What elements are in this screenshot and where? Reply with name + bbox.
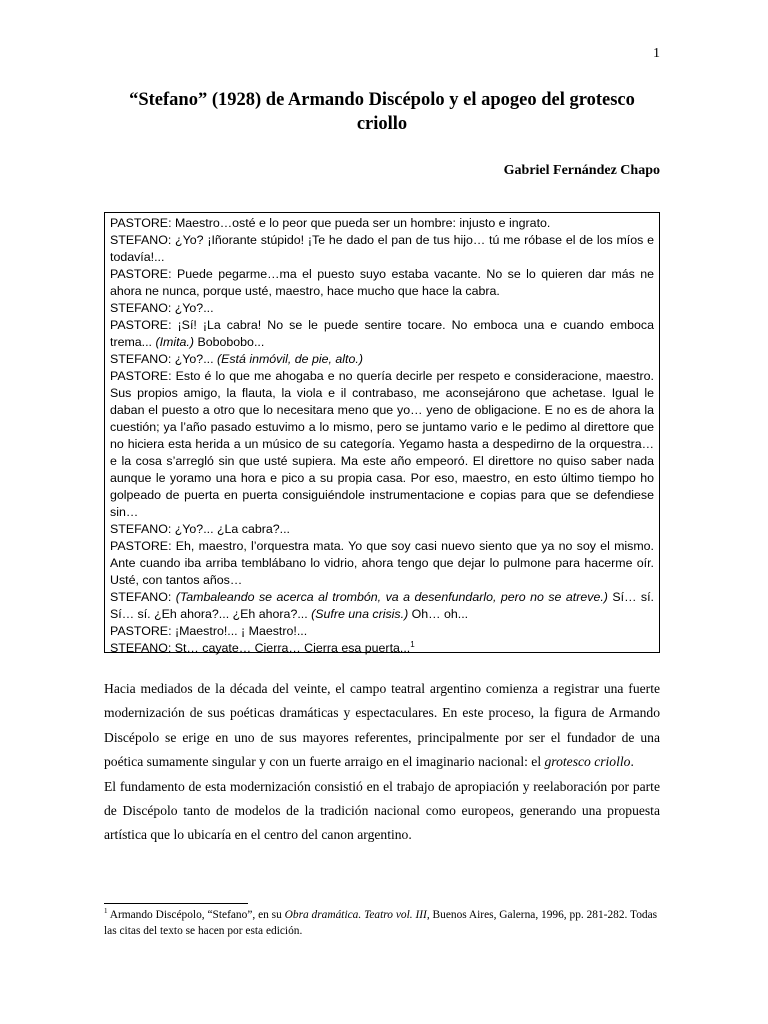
footnote-text: , Buenos Aires, Galerna, 1996, pp. 281-282. Todas las citas del texto se hacen por esta edición. xyxy=(104,909,658,937)
footnote-reference[interactable]: 1 xyxy=(410,639,415,649)
stage-direction: (Imita.) xyxy=(155,335,194,349)
dialogue-line xyxy=(110,623,654,640)
stage-direction: (Sufre una crisis.) xyxy=(311,607,409,621)
dialogue-line xyxy=(110,538,654,589)
footnote-work-title: Obra dramática. Teatro vol. III xyxy=(284,909,427,921)
emphasis-term: grotesco criollo xyxy=(544,754,631,770)
dialogue-text: PASTORE: ¡Sí! ¡La cabra! No se le puede sentire tocare. No emboca una e cuando emboca trema... xyxy=(110,318,654,349)
paragraph xyxy=(104,775,660,848)
stage-direction: (Está inmóvil, de pie, alto.) xyxy=(216,352,363,366)
dialogue-line xyxy=(110,589,654,623)
paragraph-text: . xyxy=(630,754,634,770)
dialogue-text: STEFANO: ¿Yo?... xyxy=(110,301,214,315)
dialogue-line xyxy=(110,266,654,300)
paragraph-text: El fundamento de esta modernización consistió en el trabajo de apropiación y reelaboración por parte de Discépolo tanto de modelos de la tradición nacional como europeos, generando una propuesta artística que lo ubicaría en el centro del canon argentino. xyxy=(104,778,660,843)
dialogue-line xyxy=(110,351,654,368)
dialogue-line xyxy=(110,232,654,266)
author-name: Gabriel Fernández Chapo xyxy=(503,163,660,178)
dialogue-text: PASTORE: ¡Maestro!... ¡ Maestro!... xyxy=(110,624,308,638)
stage-direction: (Tambaleando se acerca al trombón, va a desenfundarlo, pero no se atreve.) xyxy=(175,590,608,604)
dialogue-line xyxy=(110,317,654,351)
footnote xyxy=(104,907,660,939)
dialogue-text: STEFANO: St… cayate… Cierra… Cierra esa puerta... xyxy=(110,641,411,655)
dialogue-text: PASTORE: Puede pegarme…ma el puesto suyo estaba vacante. No se lo quieren dar más ne ahora ne nunca, porque usté, maestro, hace mucho que hace la cabra. xyxy=(110,267,654,298)
footnote-text: Armando Discépolo, “Stefano”, en su xyxy=(107,909,285,921)
dialogue-text: STEFANO: xyxy=(110,590,176,604)
paragraph-text: Hacia mediados de la década del veinte, el campo teatral argentino comienza a registrar una fuerte modernización de sus poéticas dramáticas y espectaculares. En este proceso, la figura de Armando Discépolo se erige en uno de sus mayores referentes, principalmente por ser el fundador de una poética sumamente singular y con un fuerte arraigo en el imaginario nacional: el xyxy=(104,681,660,770)
dialogue-text: STEFANO: ¿Yo?... ¿La cabra?... xyxy=(110,522,290,536)
dialogue-line xyxy=(110,521,654,538)
dialogue-line xyxy=(110,215,654,232)
dialogue-text: PASTORE: Esto é lo que me ahogaba e no quería decirle per respeto e consideracione, maestro. Sus propios amigo, la flauta, la viola e il contrabaso, me aconsejárono que achetase. Igual le daban el puesto a otro que lo necesitara meno que yo… yeno de obligacione. E no es de ahora la cuestión; ya l’año pasado estuvimo a lo mismo, pero se juntamo vario e le pedimo al direttore que no hiciera esta herida a un músico de su categoría. Yegamo hasta a despedirno de la orquestra… e la cosa s’arregló sin que usté supiera. Ma este año empeoró. El direttore no quiso saber nada aunque le yoramo una hora e pico a su propia casa. Por eso, maestro, en esto último tiempo ho golpeado de puerta en puerta consiguiéndole instrumentacione e copias para que se defendiese sin… xyxy=(110,369,654,519)
body-text xyxy=(104,677,660,848)
dialogue-text: PASTORE: Eh, maestro, l’orquestra mata. Yo que soy casi nuevo siento que ya no soy el mismo. Ante cuando iba arriba temblábano lo vidrio, ahora tengo que dejar lo pulmone para hacerme oír. Usté, con tantos años… xyxy=(110,539,654,587)
dialogue-line xyxy=(110,640,654,657)
dialogue-text: STEFANO: ¿Yo?... xyxy=(110,352,217,366)
dialogue-quote-box xyxy=(104,212,660,653)
footnote-separator xyxy=(104,903,248,904)
dialogue-text: Sí… sí. Sí… sí. ¿Eh ahora?... ¿Eh ahora?... xyxy=(110,590,655,621)
page-title: “Stefano” (1928) de Armando Discépolo y el apogeo del grotesco criollo xyxy=(129,90,635,134)
page-number: 1 xyxy=(653,46,660,61)
dialogue-text: STEFANO: ¿Yo? ¡Iñorante stúpido! ¡Te he dado el pan de tus hijo… tú me róbase el de los míos e todavía!... xyxy=(110,233,654,264)
dialogue-text: PASTORE: Maestro…osté e lo peor que pueda ser un hombre: injusto e ingrato. xyxy=(110,216,551,230)
dialogue-line xyxy=(110,368,654,521)
footnote-mark: 1 xyxy=(104,907,108,916)
dialogue-text: Bobobobo... xyxy=(194,335,265,349)
paragraph xyxy=(104,677,660,775)
dialogue-text: Oh… oh... xyxy=(408,607,469,621)
dialogue-line xyxy=(110,300,654,317)
